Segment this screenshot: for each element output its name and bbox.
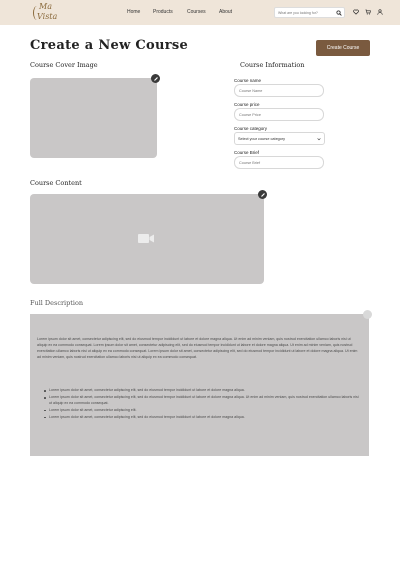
- navbar: [0, 0, 400, 25]
- resize-handle[interactable]: [363, 310, 372, 319]
- pencil-icon: [153, 76, 159, 82]
- description-list: [44, 388, 362, 422]
- course-info-heading: Course Information: [240, 61, 305, 69]
- search-input[interactable]: [278, 9, 334, 17]
- description-editor[interactable]: [30, 314, 369, 456]
- edit-content-button[interactable]: [258, 190, 267, 199]
- list-item: Lorem ipsum dolor sit amet, consectetur adipiscing elit, sed do eiusmod tempor incididunt ut labore et dolore magna aliqua.: [44, 415, 362, 421]
- course-category-label: Course category: [234, 126, 268, 131]
- course-brief-label: Course Brief: [234, 150, 260, 155]
- nav-link-about[interactable]: About: [219, 9, 233, 15]
- logo-text-bottom: Vista: [37, 12, 58, 21]
- search-icon[interactable]: [336, 10, 342, 16]
- course-price-input[interactable]: [234, 108, 324, 121]
- list-item: Lorem ipsum dolor sit amet, consectetur adipiscing elit, sed do eiusmod tempor incididunt ut labore et dolore magna aliqua. Ut enim ad minim veniam, quis nostrud exercitation ullamco laboris nisi ut aliquip ex ea commodo consequat.: [44, 395, 362, 406]
- list-item: Lorem ipsum dolor sit amet, consectetur adipiscing elit.: [44, 408, 362, 414]
- chevron-down-icon: [317, 137, 321, 141]
- course-category-select[interactable]: [234, 132, 325, 145]
- cover-image-heading: Course Cover Image: [30, 61, 98, 69]
- user-icon[interactable]: [377, 9, 383, 15]
- logo[interactable]: [33, 2, 65, 24]
- course-name-label: Course name: [234, 78, 262, 83]
- course-content-dropzone[interactable]: [30, 194, 264, 284]
- full-description-heading: Full Description: [30, 299, 84, 307]
- course-name-input[interactable]: [234, 84, 324, 97]
- course-price-label: Course price: [234, 102, 260, 107]
- page-title: Create a New Course: [30, 38, 189, 53]
- nav-link-products[interactable]: Products: [153, 9, 173, 15]
- edit-cover-button[interactable]: [151, 74, 160, 83]
- logo-text-top: Ma: [39, 2, 52, 11]
- list-item: Lorem ipsum dolor sit amet, consectetur adipiscing elit, sed do eiusmod tempor incididunt ut labore et dolore magna aliqua.: [44, 388, 362, 394]
- heart-icon[interactable]: [353, 9, 359, 15]
- create-course-button[interactable]: Create Course: [316, 40, 370, 56]
- nav-link-home[interactable]: Home: [127, 9, 141, 15]
- nav-link-courses[interactable]: Courses: [187, 9, 206, 15]
- course-brief-input[interactable]: [234, 156, 324, 169]
- cart-icon[interactable]: [365, 9, 371, 15]
- description-paragraph: Lorem ipsum dolor sit amet, consectetur adipiscing elit, sed do eiusmod tempor incididunt ut labore et dolore magna aliqua. Ut enim ad minim veniam, quis nostrud exercitation ullamco laboris nisi ut aliquip ex ea commodo consequat. Lorem ipsum dolor sit amet, consectetur adipiscing elit, sed do eiusmod tempor incididunt ut labore et dolore magna aliqua. Ut enim ad minim veniam, quis nostrud exercitation ullamco laboris nisi ut aliquip ex ea commodo consequat. Lorem ipsum dolor sit amet, consectetur adipiscing elit, sed do eiusmod tempor incididunt ut labore et dolore magna aliqua. Ut enim ad minim veniam, quis nostrud exercitation ullamco laboris nisi ut aliquip ex ea commodo consequat.: [37, 337, 358, 359]
- pencil-icon: [260, 192, 266, 198]
- search-bar: [274, 7, 345, 18]
- course-category-value: Select your course category: [238, 136, 286, 141]
- course-content-heading: Course Content: [30, 179, 82, 187]
- cover-image-dropzone[interactable]: [30, 78, 157, 158]
- video-camera-icon: [138, 233, 154, 244]
